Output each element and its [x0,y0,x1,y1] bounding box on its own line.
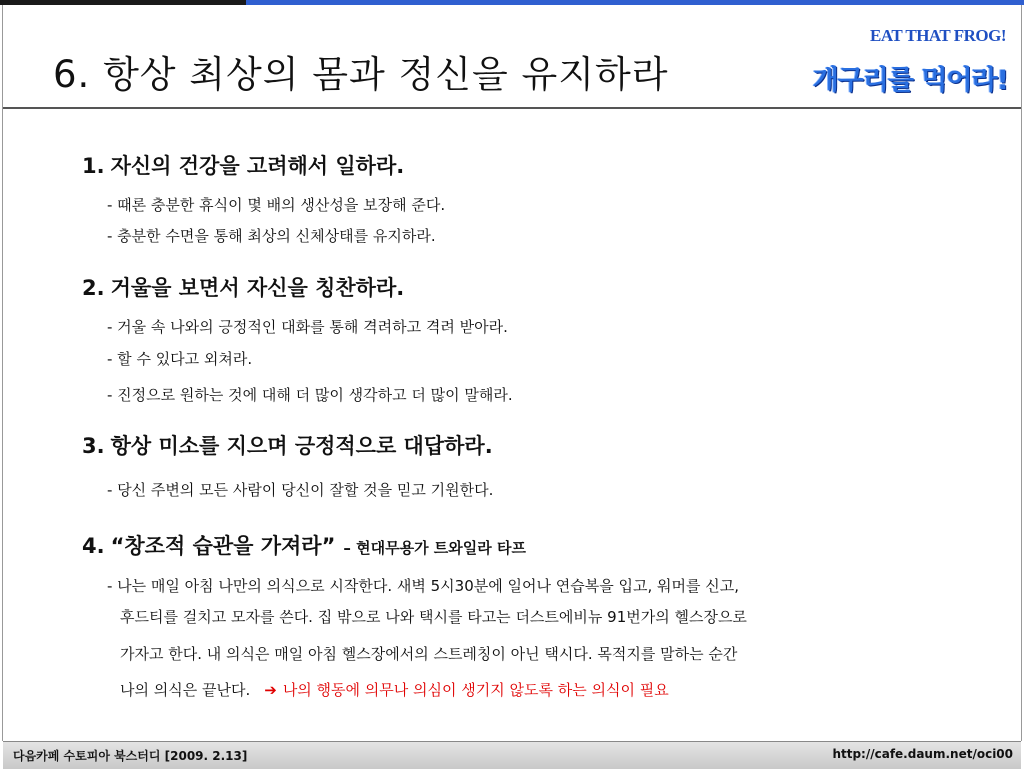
section-4-highlight: 나의 행동에 의무나 의심이 생기지 않도록 하는 의식이 필요 [282,681,669,699]
footer-bar [3,741,1021,769]
top-accent-bar-blue [246,0,1024,5]
top-accent-bar [0,0,1024,5]
section-2-heading [82,272,404,302]
section-1-bullet-2: - 충분한 수면을 통해 최상의 신체상태를 유지하라. [107,227,436,245]
section-4-bullet-line-4-text: 나의 의식은 끝난다. [120,681,251,699]
top-accent-bar-dark [0,0,246,5]
section-number: 3. [82,434,105,458]
section-heading-text: “창조적 습관을 가져라” [110,534,336,558]
section-3-heading [82,430,493,460]
section-2-bullet-2: - 할 수 있다고 외쳐라. [107,350,253,368]
header-divider [3,107,1021,109]
footer-source: 다음카페 수토피아 북스터디 [2009. 2.13] [13,749,248,763]
frame-left-border [2,5,3,741]
frame-right-border [1021,5,1022,741]
section-heading-text: 거울을 보면서 자신을 칭찬하라. [110,276,405,300]
section-4-bullet-line-4 [120,679,669,700]
section-4-bullet-line-3: 가자고 한다. 내 의식은 매일 아침 헬스장에서의 스트레칭이 아닌 택시다. 목적지를 말하는 순간 [120,645,738,663]
section-number: 4. [82,534,105,558]
section-4-bullet-line-1: - 나는 매일 아침 나만의 의식으로 시작한다. 새벽 5시30분에 일어나 연습복을 입고, 워머를 신고, [107,577,739,595]
section-number: 2. [82,276,105,300]
brand-logo-english: EAT THAT FROG! [870,26,1006,45]
section-number: 1. [82,154,105,178]
slide-title: 6. 항상 최상의 몸과 정신을 유지하라 [53,53,669,96]
section-heading-text: 항상 미소를 지으며 긍정적으로 대답하라. [110,434,493,458]
section-heading-text: 자신의 건강을 고려해서 일하라. [110,154,405,178]
section-4-heading [82,530,526,560]
section-4-bullet-line-2: 후드티를 걸치고 모자를 쓴다. 집 밖으로 나와 택시를 타고는 더스트에비뉴 91번가의 헬스장으로 [120,608,747,626]
section-1-bullet-1: - 때론 충분한 휴식이 몇 배의 생산성을 보장해 준다. [107,196,446,214]
section-1-heading [82,150,404,180]
brand-logo-korean: 개구리를 먹어라! [812,65,1008,96]
section-4-subheading: – 현대무용가 트와일라 타프 [343,539,526,557]
section-2-bullet-3: - 진정으로 원하는 것에 대해 더 많이 생각하고 더 많이 말해라. [107,386,513,404]
section-3-bullet-1: - 당신 주변의 모든 사람이 당신이 잘할 것을 믿고 기원한다. [107,481,494,499]
arrow-right-icon: ➔ [264,681,277,699]
section-2-bullet-1: - 거울 속 나와의 긍정적인 대화를 통해 격려하고 격려 받아라. [107,318,508,336]
footer-url: http://cafe.daum.net/oci00 [832,747,1013,761]
